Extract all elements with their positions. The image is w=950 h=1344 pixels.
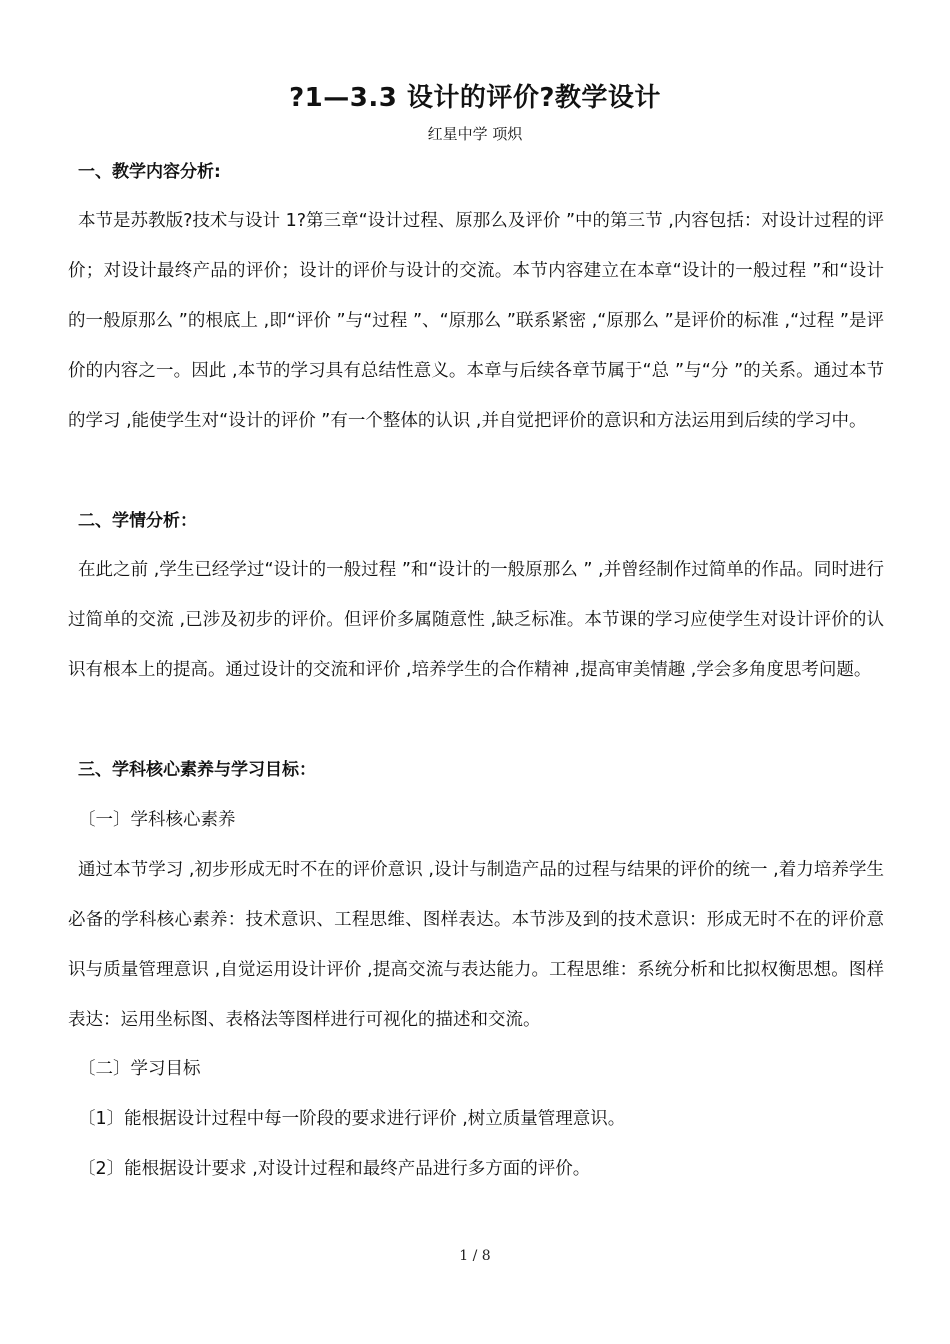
- author-line: 红星中学 项炽: [427, 125, 523, 143]
- learning-goal-1: 〔1〕能根据设计过程中每一阶段的要求进行评价 ,树立质量管理意识。: [78, 1109, 626, 1129]
- page-title: ?1—3.3 设计的评价?教学设计: [289, 83, 661, 113]
- learning-goal-2: 〔2〕能根据设计要求 ,对设计过程和最终产品进行多方面的评价。: [78, 1159, 591, 1179]
- section-heading-content-analysis: 一、教学内容分析:: [78, 162, 221, 182]
- paragraph-core-literacy: 通过本节学习 ,初步形成无时不在的评价意识 ,设计与制造产品的过程与结果的评价的统一 ,着力培养学生必备的学科核心素养：技术意识、工程思维、图样表达。本节涉及到的技术意识：形成无时不在的评价意识与质量管理意识 ,自觉运用设计评价 ,提高交流与表达能力。工程思维：系统分析和比拟权衡思想。图样表达：运用坐标图、表格法等图样进行可视化的描述和交流。: [68, 860, 884, 1030]
- subheading-core-literacy: 〔一〕学科核心素养: [78, 810, 236, 830]
- section-heading-student-analysis: 二、学情分析：: [78, 511, 197, 531]
- subheading-learning-goals: 〔二〕学习目标: [78, 1059, 201, 1079]
- paragraph-content-analysis: 本节是苏教版?技术与设计 1?第三章“设计过程、原那么及评价 ”中的第三节 ,内容包括：对设计过程的评价；对设计最终产品的评价；设计的评价与设计的交流。本节内容建立在本章“设计的一般过程 ”和“设计的一般原那么 ”的根底上 ,即“评价 ”与“过程 ”、“原那么 ”联系紧密 ,“原那么 ”是评价的标准 ,“过程 ”是评价的内容之一。因此 ,本节的学习具有总结性意义。本章与后续各章节属于“总 ”与“分 ”的关系。通过本节的学习 ,能使学生对“设计的评价 ”有一个整体的认识 ,并自觉把评价的意识和方法运用到后续的学习中。: [68, 211, 884, 431]
- page-number: 1 / 8: [459, 1248, 491, 1264]
- section-heading-core-literacy: 三、学科核心素养与学习目标：: [78, 760, 316, 780]
- paragraph-student-analysis: 在此之前 ,学生已经学过“设计的一般过程 ”和“设计的一般原那么 ” ,并曾经制作过简单的作品。同时进行过简单的交流 ,已涉及初步的评价。但评价多属随意性 ,缺乏标准。本节课的学习应使学生对设计评价的认识有根本上的提高。通过设计的交流和评价 ,培养学生的合作精神 ,提高审美情趣 ,学会多角度思考问题。: [68, 560, 884, 680]
